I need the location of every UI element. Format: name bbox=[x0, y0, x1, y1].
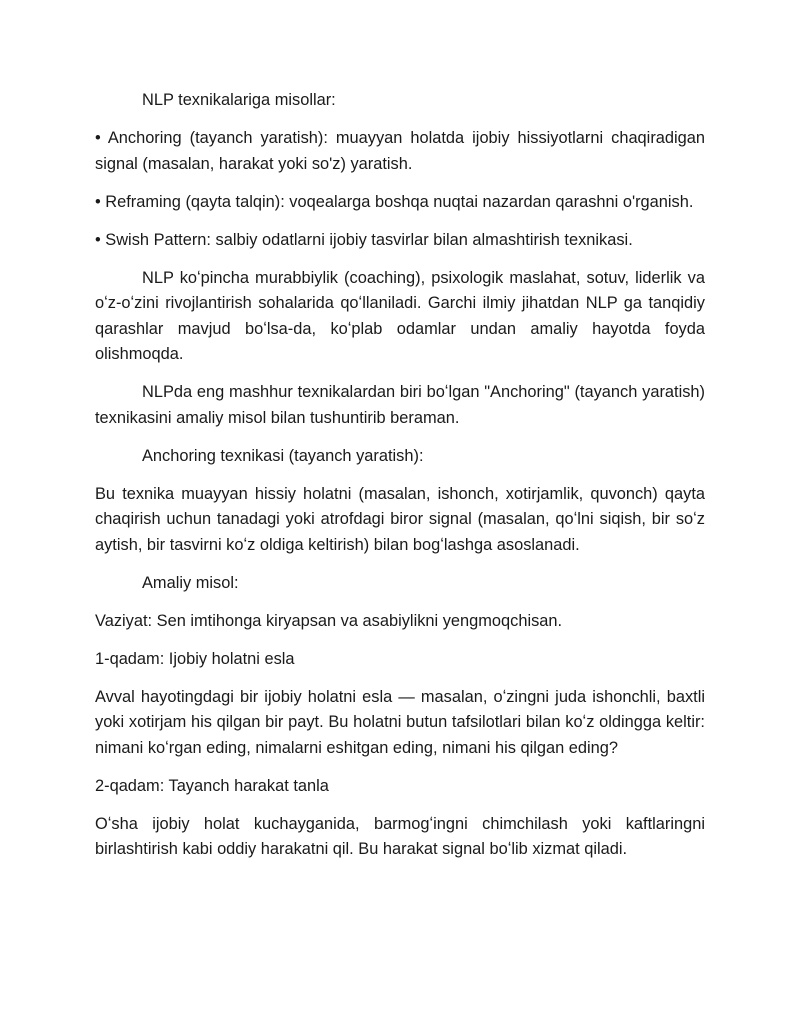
paragraph-situation: Vaziyat: Sen imtihonga kiryapsan va asabiylikni yengmoqchisan. bbox=[95, 611, 563, 630]
section-heading-anchoring: Anchoring texnikasi (tayanch yaratish): bbox=[142, 446, 424, 465]
bullet-swish-pattern: • Swish Pattern: salbiy odatlarni ijobiy tasvirlar bilan almashtirish texnikasi. bbox=[95, 230, 633, 249]
step-1-body: Avval hayotingdagi bir ijobiy holatni esla — masalan, oʻzingni juda ishonchli, baxtli yoki xotirjam his qilgan bir payt. Bu holatni butun tafsilotlari bilan koʻz oldingga keltir: nimani koʻrgan eding, nimalarni eshitgan eding, nimani his qilgan eding? bbox=[95, 687, 705, 757]
section-heading-practical-example: Amaliy misol: bbox=[142, 573, 239, 592]
paragraph-nlp-usage: NLP koʻpincha murabbiylik (coaching), psixologik maslahat, sotuv, liderlik va oʻz-oʻzini rivojlantirish sohalarida qoʻllaniladi. Garchi ilmiy jihatdan NLP ga tanqidiy qarashlar mavjud boʻlsa-da, koʻplab odamlar undan amaliy hayotda foyda olishmoqda. bbox=[95, 268, 705, 363]
bullet-anchoring: • Anchoring (tayanch yaratish): muayyan holatda ijobiy hissiyotlarni chaqiradigan signal (masalan, harakat yoki so'z) yaratish. bbox=[95, 129, 705, 173]
step-2-body: Oʻsha ijobiy holat kuchayganida, barmogʻingni chimchilash yoki kaftlaringni birlashtirish kabi oddiy harakatni qil. Bu harakat signal boʻlib xizmat qiladi. bbox=[95, 814, 705, 858]
paragraph-anchoring-intro: NLPda eng mashhur texnikalardan biri boʻlgan "Anchoring" (tayanch yaratish) texnikasini amaliy misol bilan tushuntirib beraman. bbox=[95, 383, 705, 427]
document-body bbox=[95, 88, 705, 875]
step-2-heading: 2-qadam: Tayanch harakat tanla bbox=[95, 776, 329, 795]
bullet-reframing: • Reframing (qayta talqin): voqealarga boshqa nuqtai nazardan qarashni o'rganish. bbox=[95, 192, 694, 211]
paragraph-anchoring-definition: Bu texnika muayyan hissiy holatni (masalan, ishonch, xotirjamlik, quvonch) qayta chaqirish uchun tanadagi yoki atrofdagi biror signal (masalan, qoʻlni siqish, bir soʻz aytish, bir tasvirni koʻz oldiga keltirish) bilan bogʻlashga asoslanadi. bbox=[95, 484, 705, 554]
section-heading-examples: NLP texnikalariga misollar: bbox=[142, 91, 336, 109]
step-1-heading: 1-qadam: Ijobiy holatni esla bbox=[95, 649, 295, 668]
